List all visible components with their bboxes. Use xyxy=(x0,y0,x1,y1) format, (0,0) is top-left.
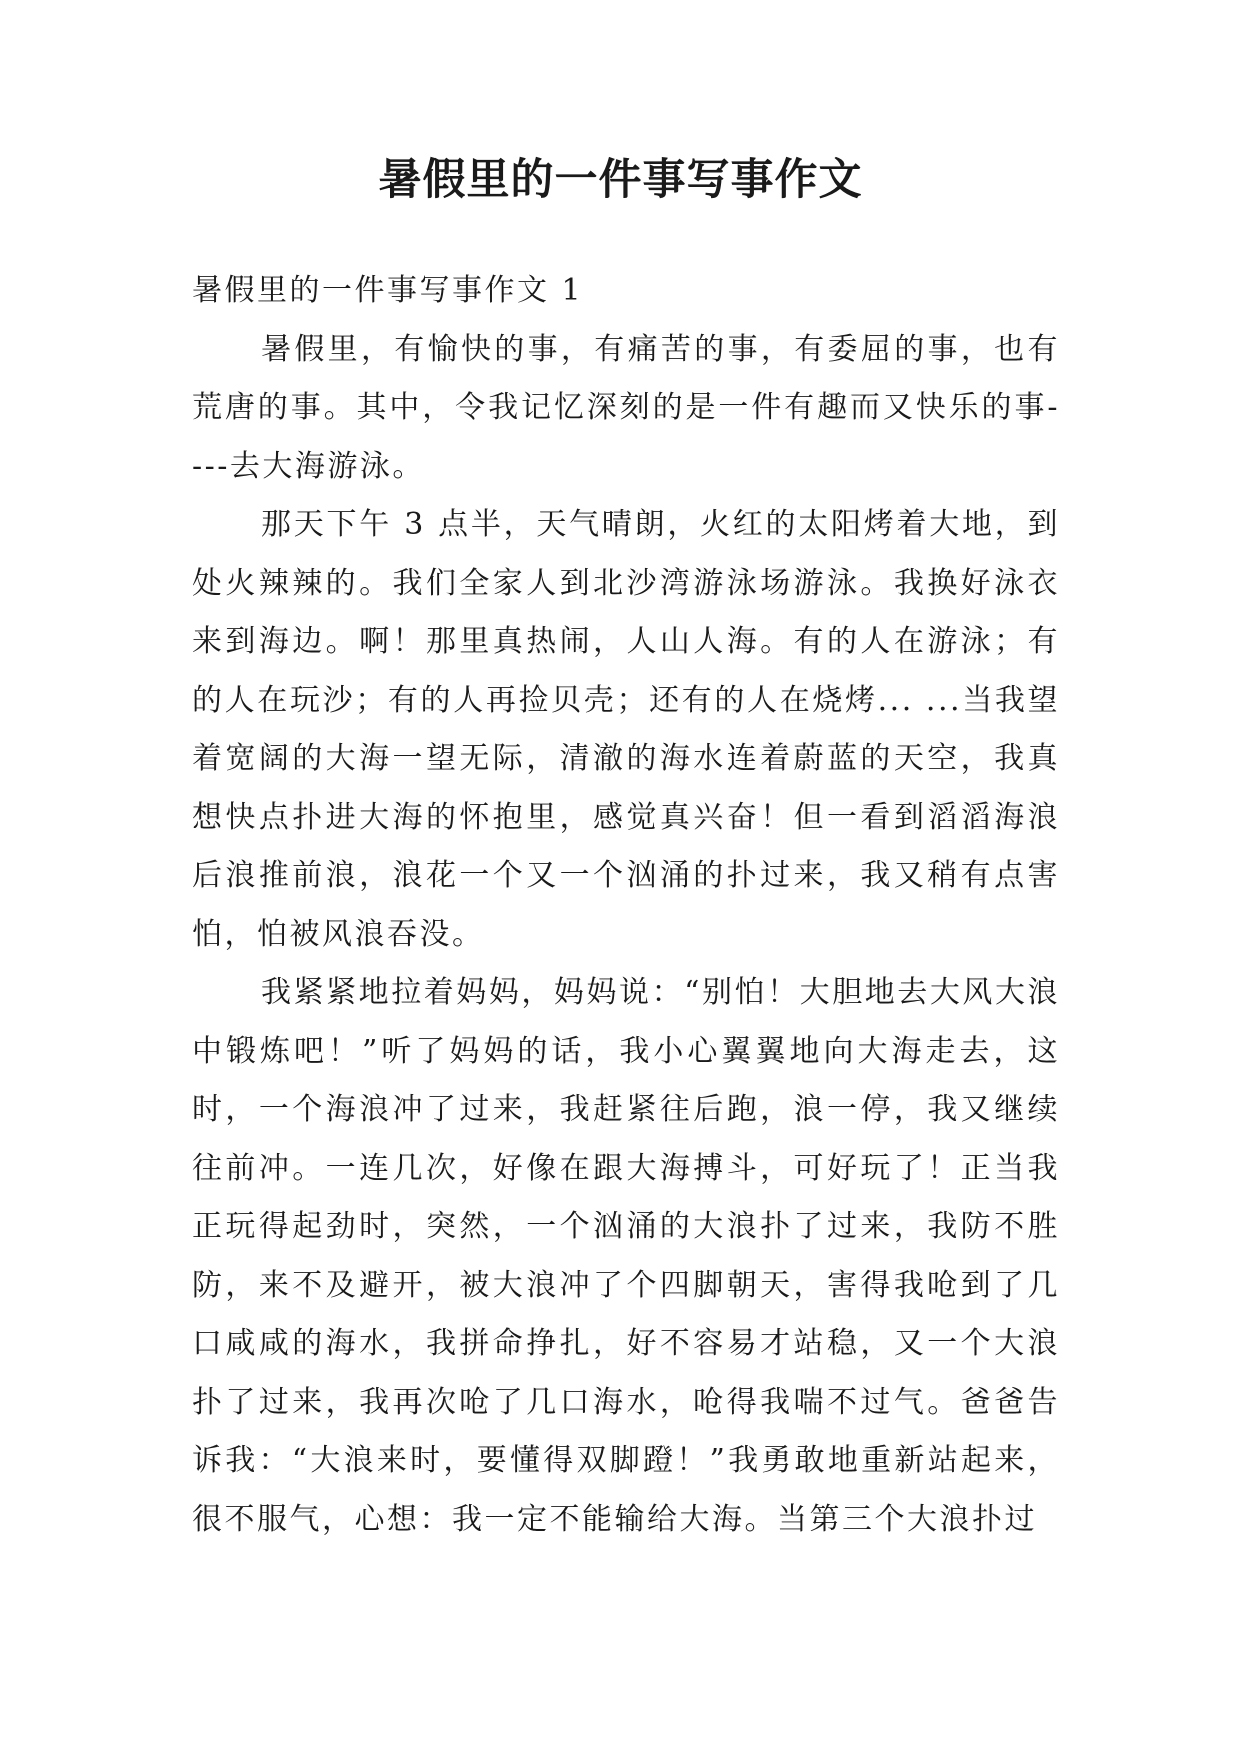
paragraph: 暑假里，有愉快的事，有痛苦的事，有委屈的事，也有荒唐的事。其中，令我记忆深刻的是一件有趣而又快乐的事----去大海游泳。 xyxy=(192,331,1060,484)
section-heading: 暑假里的一件事写事作文 1 xyxy=(192,273,584,308)
document-body xyxy=(192,262,1060,1549)
document-title: 暑假里的一件事写事作文 xyxy=(378,155,863,205)
paragraph: 那天下午 3 点半，天气晴朗，火红的太阳烤着大地，到处火辣辣的。我们全家人到北沙湾游泳场游泳。我换好泳衣来到海边。啊！那里真热闹，人山人海。有的人在游泳；有的人在玩沙；有的人再捡贝壳；还有的人在烧烤... ...当我望着宽阔的大海一望无际，清澈的海水连着蔚蓝的天空，我真想快点扑进大海的怀抱里，感觉真兴奋！但一看到滔滔海浪后浪推前浪，浪花一个又一个汹涌的扑过来，我又稍有点害怕，怕被风浪吞没。 xyxy=(192,507,1060,952)
paragraph: 我紧紧地拉着妈妈，妈妈说：“别怕！大胆地去大风大浪中锻炼吧！”听了妈妈的话，我小心翼翼地向大海走去，这时，一个海浪冲了过来，我赶紧往后跑，浪一停，我又继续往前冲。一连几次，好像在跟大海搏斗，可好玩了！正当我正玩得起劲时，突然，一个汹涌的大浪扑了过来，我防不胜防，来不及避开，被大浪冲了个四脚朝天，害得我呛到了几口咸咸的海水，我拼命挣扎，好不容易才站稳，又一个大浪扑了过来，我再次呛了几口海水，呛得我喘不过气。爸爸告诉我：“大浪来时，要懂得双脚蹬！”我勇敢地重新站起来，很不服气，心想：我一定不能输给大海。当第三个大浪扑过 xyxy=(192,975,1060,1537)
